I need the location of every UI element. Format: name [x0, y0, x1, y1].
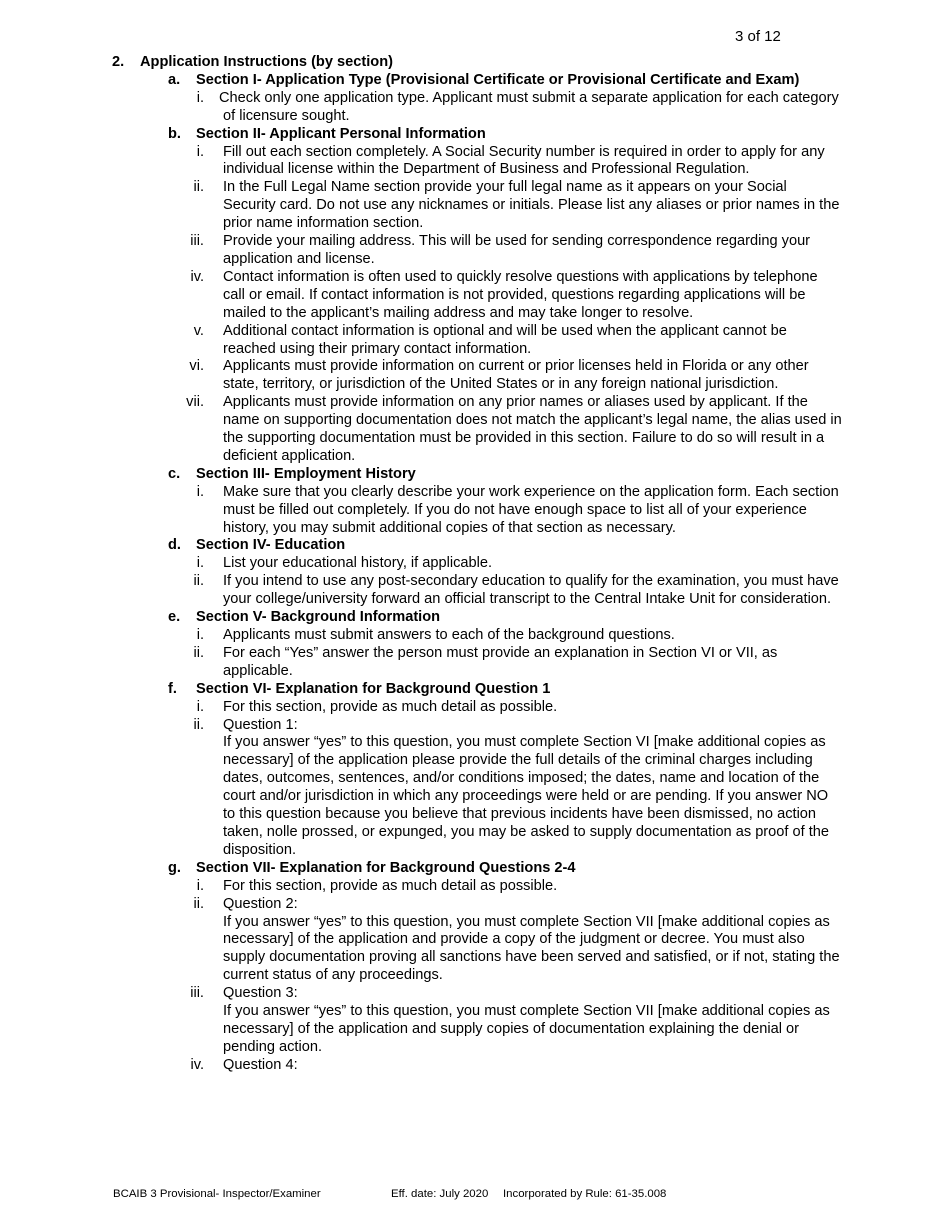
list-item: [0, 573, 950, 609]
list-item: [0, 699, 950, 717]
item-number: ii.: [193, 644, 204, 661]
list-item: [0, 717, 950, 735]
item-number: iii.: [190, 233, 204, 250]
section-title: Section VI- Explanation for Background Question 1: [196, 680, 551, 697]
list-item: [0, 233, 950, 269]
item-number: ii.: [193, 716, 204, 733]
question-detail-text: If you answer “yes” to this question, you must complete Section VI [make additional copies as necessary] of the application please provide the full details of the criminal charges including dates, outcomes, sentences, and/or conditions imposed; the dates, name and location of the court and/or jurisdiction in which any proceedings were held or are pending. If you answer NO to this question because you believe that previous incidents have been dismissed, no action taken, nolle prossed, or expunged, you may be asked to supply documentation as proof of the disposition.: [223, 734, 830, 858]
item-text: Check only one application type. Applicant must submit a separate application for each category of licensure sought.: [219, 89, 839, 124]
item-number: i.: [196, 698, 204, 715]
section-title: Section VII- Explanation for Background Questions 2-4: [196, 859, 576, 876]
item-number: i.: [196, 555, 204, 572]
section-title: Section IV- Education: [196, 537, 346, 554]
section-letter: d.: [168, 537, 181, 554]
list-item: [0, 179, 950, 233]
section-heading: [0, 126, 950, 144]
list-item: [0, 627, 950, 645]
item-number: i.: [196, 627, 204, 643]
section-letter: a.: [168, 71, 181, 88]
item-text: Additional contact information is optional and will be used when the applicant cannot be reached using their primary contact information.: [223, 322, 787, 357]
item-text: For this section, provide as much detail as possible.: [223, 877, 558, 894]
section-list: [0, 72, 950, 1075]
section-heading: [0, 537, 950, 555]
heading-number: 2.: [112, 54, 125, 70]
section-title: Section I- Application Type (Provisional Certificate or Provisional Certificate and Exam): [196, 71, 800, 88]
item-text: Fill out each section completely. A Social Security number is required in order to apply for any individual license within the Department of Business and Professional Regulation.: [223, 143, 825, 178]
page-number: 3 of 12: [735, 28, 781, 45]
list-item: [0, 484, 950, 538]
item-text: Question 1:: [223, 716, 298, 733]
section-letter: e.: [168, 609, 181, 626]
item-text: Question 4:: [223, 1056, 298, 1073]
section-heading: [0, 860, 950, 878]
item-text: In the Full Legal Name section provide your full legal name as it appears on your Social Security card. Do not use any nicknames or initials. Please list any aliases or prior names in the prior name information section.: [223, 179, 840, 232]
item-text: Contact information is often used to quickly resolve questions with applications by telephone call or email. If contact information is not provided, questions regarding applications will be mailed to the applicant’s mailing address and may take longer to resolve.: [223, 268, 818, 321]
item-number: iv.: [190, 1056, 204, 1073]
list-item: [0, 1057, 950, 1075]
item-number: i.: [196, 143, 204, 160]
section-heading: [0, 681, 950, 699]
list-item: [0, 90, 950, 126]
section-title: Section III- Employment History: [196, 465, 416, 482]
section-title: Section II- Applicant Personal Information: [196, 125, 486, 142]
list-item: [0, 985, 950, 1003]
section-letter: c.: [168, 465, 181, 482]
item-number: ii.: [193, 895, 204, 912]
question-detail: [0, 914, 950, 986]
list-item: [0, 555, 950, 573]
item-number: i.: [196, 483, 204, 500]
item-text: Make sure that you clearly describe your work experience on the application form. Each section must be filled out completely. If you do not have enough space to list all of your experience history, you may submit additional copies of that section as necessary.: [223, 483, 839, 536]
section-heading: [0, 609, 950, 627]
item-text: For each “Yes” answer the person must provide an explanation in Section VI or VII, as applicable.: [223, 644, 778, 679]
document-body: [0, 54, 950, 1075]
item-text: If you intend to use any post-secondary education to qualify for the examination, you must have your college/university forward an official transcript to the Central Intake Unit for consideration.: [223, 573, 839, 608]
item-text: Question 3:: [223, 985, 298, 1002]
list-item: [0, 896, 950, 914]
list-item: [0, 394, 950, 466]
item-text: List your educational history, if applicable.: [223, 555, 493, 572]
item-number: ii.: [193, 179, 204, 196]
item-number: v.: [193, 322, 204, 339]
section-title: Section V- Background Information: [196, 609, 441, 626]
footer-form-id: BCAIB 3 Provisional- Inspector/Examiner: [113, 1188, 321, 1200]
item-text: Applicants must provide information on current or prior licenses held in Florida or any other state, territory, or jurisdiction of the United States or in any foreign national jurisdiction.: [223, 358, 809, 393]
section-heading: [0, 72, 950, 90]
question-detail-text: If you answer “yes” to this question, you must complete Section VII [make additional copies as necessary] of the application and provide a copy of the judgment or decree. You must also supply documentation proving all sanctions have been served and satisfied, or if not, stating the current status of any proceedings.: [223, 913, 840, 984]
section-heading: [0, 466, 950, 484]
item-number: vii.: [186, 394, 204, 411]
list-item: [0, 645, 950, 681]
section-letter: f.: [168, 680, 177, 697]
item-text: Applicants must submit answers to each of the background questions.: [223, 627, 675, 643]
heading-title: Application Instructions (by section): [140, 54, 393, 70]
question-detail: [0, 1003, 950, 1057]
list-item: [0, 269, 950, 323]
section-letter: b.: [168, 125, 181, 142]
item-number: vi.: [189, 358, 204, 375]
item-number: i.: [196, 89, 204, 106]
question-detail-text: If you answer “yes” to this question, you must complete Section VII [make additional copies as necessary] of the application and supply copies of documentation explaining the denial or pending action.: [223, 1003, 830, 1055]
item-text: Provide your mailing address. This will be used for sending correspondence regarding your application and license.: [223, 233, 811, 267]
list-item: [0, 323, 950, 359]
main-heading: [0, 54, 950, 72]
footer-rule: Incorporated by Rule: 61-35.008: [503, 1188, 667, 1200]
item-text: For this section, provide as much detail as possible.: [223, 698, 558, 715]
item-text: Applicants must provide information on any prior names or aliases used by applicant. If the name on supporting documentation does not match the applicant’s legal name, the alias used in the supporting documentation must be provided in this section. Failure to do so will result in a deficient application.: [223, 394, 842, 464]
item-number: ii.: [193, 573, 204, 590]
list-item: [0, 144, 950, 180]
list-item: [0, 878, 950, 896]
item-text: Question 2:: [223, 895, 298, 912]
list-item: [0, 358, 950, 394]
item-number: i.: [196, 877, 204, 894]
section-letter: g.: [168, 859, 181, 876]
item-number: iii.: [190, 985, 204, 1002]
question-detail: [0, 734, 950, 859]
footer-eff-date: Eff. date: July 2020: [391, 1188, 489, 1200]
item-number: iv.: [190, 268, 204, 285]
